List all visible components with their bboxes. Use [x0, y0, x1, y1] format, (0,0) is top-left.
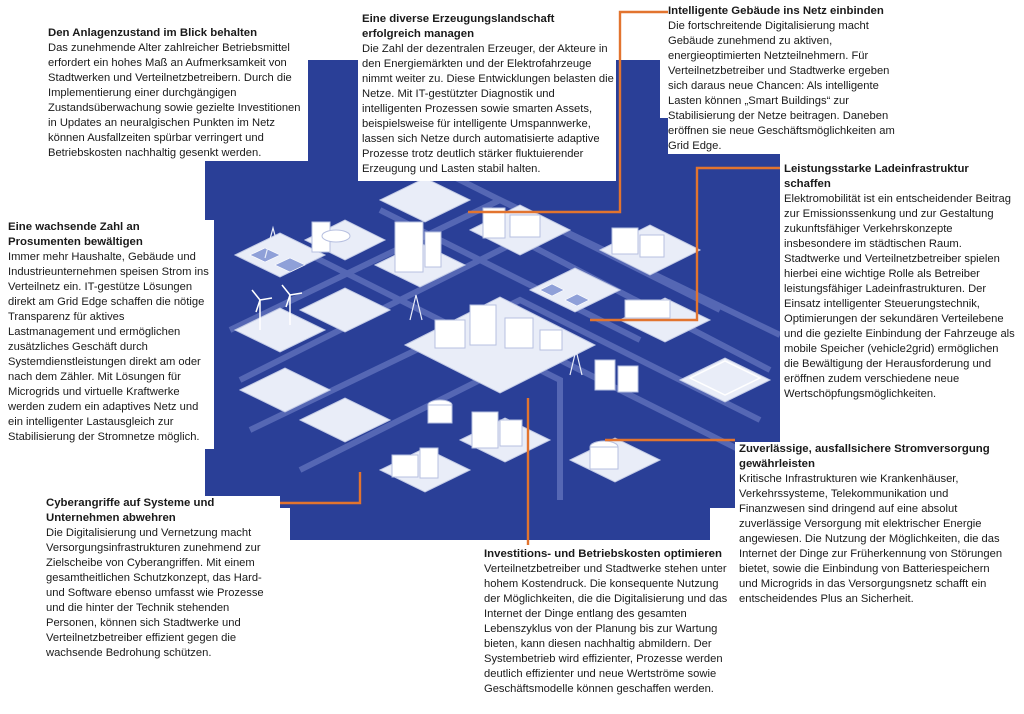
section-kosten	[480, 545, 730, 699]
section-title: Eine diverse Erzeugungslandschaft erfolgreich managen	[362, 13, 555, 40]
section-title: Den Anlagenzustand im Blick behalten	[48, 27, 258, 39]
tile-storage	[300, 398, 390, 442]
section-stromversorgung	[735, 442, 1010, 611]
section-title: Leistungsstarke Ladeinfrastruktur schaffen	[784, 163, 969, 190]
section-text: Die Zahl der dezentralen Erzeuger, der Akteure in den Energiemärkten und der Elektrofahrzeuge nimmt weiter zu. Diese Entwicklungen belasten die Netze. Mit IT-gestützter Diagnostik und intelligenten Prozessen sowie smarten Assets, beispielsweise für intelligente Umspannwerke, lassen sich Netze durch automatisierte adaptive Prozesse trotz deutlich stärker fluktuierender Erzeugung und Lasten stabil halten.	[362, 43, 614, 175]
section-prosumenten	[4, 220, 214, 449]
section-text: Elektromobilität ist ein entscheidender Beitrag zur Emissionssenkung und zur Gestaltung zukunftsfähiger Verkehrskonzepte insbesondere im städtischen Raum. Stadtwerke und Verteilnetzbetreiber spielen hierbei eine wichtige Rolle als Betreiber leistungsfähiger Ladeinfrastrukturen. Der Einsatz intelligenter Steuerungstechnik, Optimierungen der sekundären Verteilebene und die gezielte Einbindung der Fahrzeuge als mobile Speicher (vehicle2grid) ermöglichen die Bewältigung der Herausforderung und eröffnen zudem verschiedene neue Wertschöpfungsmöglichkeiten.	[784, 193, 1015, 400]
section-intelligente-gebaeude	[668, 4, 900, 154]
section-title: Investitions- und Betriebskosten optimieren	[484, 548, 722, 560]
section-text: Die fortschreitende Digitalisierung macht Gebäude zunehmend zu aktiven, energieoptimierten Netzteilnehmern. Für Verteilnetzbetreiber und Stadtwerke ergeben sich daraus neue Chancen: Als intelligente Lasten können „Smart Buildings“ zur Stabilisierung der Netze beitragen. Daneben eröffnen sie neue Geschäftsmöglichkeiten am Grid Edge.	[668, 20, 895, 152]
section-text: Immer mehr Haushalte, Gebäude und Industrieunternehmen speisen Strom ins Verteilnetz ein. IT-gestütze Lösungen direkt am Grid Edge schaffen die nötige Transparenz für aktives Lastmanagement und ermöglichen zusätzliches Geschäft durch Systemdienstleistungen direkt am oder nach dem Zähler. Mit Lösungen für Microgrids und virtuelle Kraftwerke werden zudem ein adaptives Netz und ein intelligenter Lastausgleich zur Stabilisierung der Stromnetze möglich.	[8, 251, 209, 443]
section-text: Das zunehmende Alter zahlreicher Betriebsmittel erfordert ein hohes Maß an Aufmerksamkeit von Stadtwerken und Verteilnetzbetreibern. Durch die Implementierung einer durchgängigen Zustandsüberwachung sowie gezielte Investitionen in Updates an neuralgischen Punkten im Netz können Ausfallzeiten spürbar verringert und Betriebskosten nachhaltig gesenkt werden.	[48, 42, 301, 159]
section-title: Eine wachsende Zahl an Prosumenten bewältigen	[8, 221, 143, 248]
section-title: Zuverlässige, ausfallsichere Stromversorgung gewährleisten	[739, 443, 990, 470]
tile-center-town	[405, 297, 595, 393]
connector-cyber	[268, 472, 360, 503]
section-text: Verteilnetzbetreiber und Stadtwerke stehen unter hohem Kostendruck. Die konsequente Nutzung der Möglichkeiten, die die Digitalisierung und das Internet der Dinge entlang des gesamten Lebenszyklus von der Planung bis zur Wartung bieten, kann diesen nachhaltig abmildern. Der Systembetrieb wird effizienter, Prozesse werden deutlich effizienter und neue Wertströme sowie Geschäftsmodelle können geschaffen werden.	[484, 563, 728, 695]
section-ladeinfrastruktur	[780, 162, 1016, 404]
section-anlagenzustand	[48, 26, 308, 161]
section-text: Die Digitalisierung und Vernetzung macht Versorgungsinfrastrukturen zunehmend zur Zielscheibe von Cyberangriffen. Mit einem gesamtheitlichen Schutzkonzept, das Hard- und Software ebenso umfasst wie Prozesse und die hinter der Technik stehenden Personen, können sich Stadtwerke und Verteilnetzbetreiber effizient gegen die wachsende Bedrohung schützen.	[46, 527, 264, 659]
section-title: Intelligente Gebäude ins Netz einbinden	[668, 5, 884, 17]
section-erzeugungslandschaft	[358, 10, 616, 181]
section-cyberangriffe	[44, 496, 280, 663]
section-title: Cyberangriffe auf Systeme und Unternehmen abwehren	[46, 497, 215, 524]
section-text: Kritische Infrastrukturen wie Krankenhäuser, Verkehrssysteme, Telekommunikation und Finanzwesen sind dringend auf eine absolut zuverlässige Versorgung mit elektrischer Energie angewiesen. Die Nutzung der Möglichkeiten, die das Internet der Dinge zur Früherkennung von Störungen bietet, sowie die Einbindung von Batteriespeichern und Microgrids in das Versorgungsnetz schafft ein entscheidendes Plus an Sicherheit.	[739, 473, 1003, 605]
